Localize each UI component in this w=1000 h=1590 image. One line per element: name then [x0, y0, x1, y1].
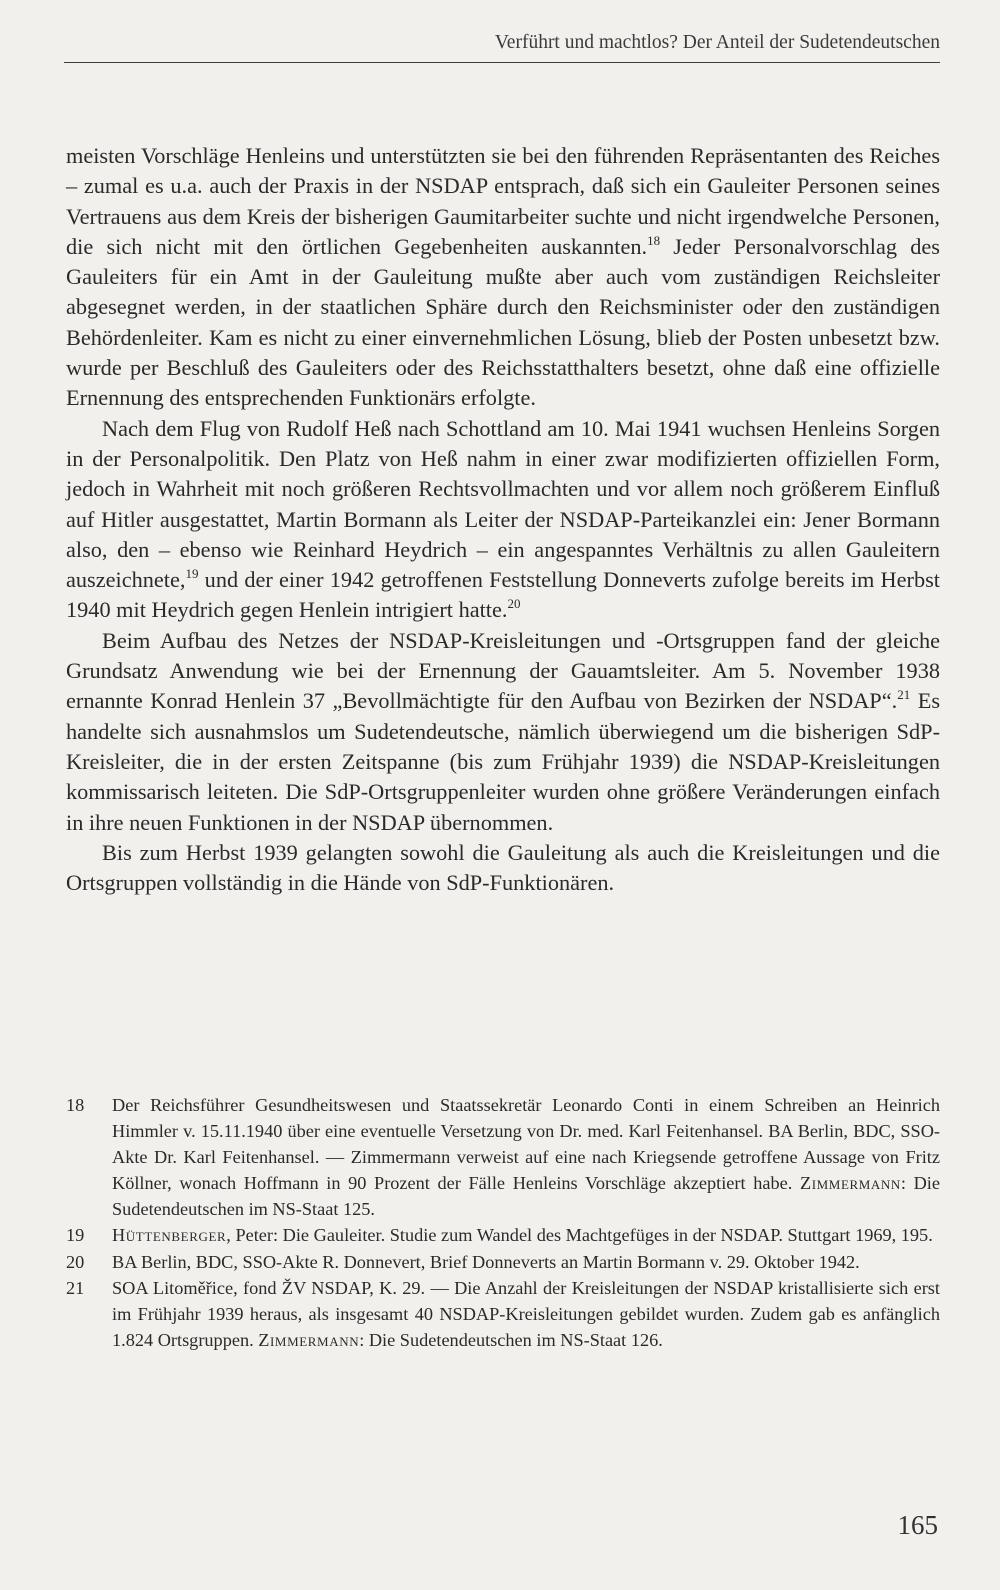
footnote-body: : Die Sudetendeutschen im NS-Staat 125. — [112, 1173, 941, 1220]
footnote-author: Hüttenberger — [112, 1225, 227, 1246]
paragraph-text: Nach dem Flug von Rudolf Heß nach Schottland am 10. Mai 1941 wuchsen Henleins Sorgen in der Personalpolitik. Den Platz von Heß nahm in einer zwar modifizierten offiziellen Form, jedoch in Wahrheit mit noch größeren Rechtsvollmachten und vor allem noch größerem Einfluß auf Hitler ausgestattet, Martin Bormann als Leiter der NSDAP-Parteikanzlei ein: Jener Bormann also, den – ebenso wie Reinhard Heydrich – ein angespanntes Verhältnis zu allen Gauleitern auszeichnete, — [66, 415, 940, 593]
footnote-ref-20[interactable]: 20 — [507, 596, 521, 612]
header-rule — [64, 62, 940, 63]
footnote-body: , Peter: Die Gauleiter. Studie zum Wandel des Machtgefüges in der NSDAP. Stuttgart 1969, 195. — [226, 1225, 933, 1246]
footnote-text — [112, 1092, 940, 1222]
main-text — [66, 141, 940, 898]
footnote-number: 18 — [66, 1095, 85, 1115]
footnote-ref-21[interactable]: 21 — [897, 687, 911, 703]
paragraph-text: Jeder Personalvorschlag des Gauleiters für ein Amt in der Gauleitung mußte aber auch vom zuständigen Reichsleiter abgesegnet werden, in der staatlichen Sphäre durch den Reichsminister oder den zuständigen Behördenleiter. Kam es nicht zu einer einvernehmlichen Lösung, blieb der Posten unbesetzt bzw. wurde per Beschluß des Gauleiters oder des Reichsstatthalters besetzt, ohne daß eine offizielle Ernennung des entsprechenden Funktionärs erfolgte. — [66, 233, 940, 411]
footnote-body: BA Berlin, BDC, SSO-Akte R. Donnevert, Brief Donneverts an Martin Bormann v. 29. Oktober 1942. — [112, 1251, 860, 1272]
footnote-number: 20 — [66, 1251, 85, 1272]
footnote-author: Zimmermann — [258, 1329, 360, 1350]
footnote-ref-19[interactable]: 19 — [185, 566, 199, 582]
footnote-20 — [66, 1249, 940, 1275]
footnote-18 — [66, 1092, 940, 1222]
footnote-body: SOA Litoměřice, fond ŽV NSDAP, K. 29. — Die Anzahl der Kreisleitungen der NSDAP kristallisierte sich erst im Frühjahr 1939 heraus, als insgesamt 40 NSDAP-Kreisleitungen gebildet wurden. Zudem gab es anfänglich 1.824 Ortsgruppen. — [112, 1277, 940, 1350]
paragraph-1 — [66, 141, 940, 414]
paragraph-text: Bis zum Herbst 1939 gelangten sowohl die Gauleitung als auch die Kreisleitungen und die Ortsgruppen vollständig in die Hände von SdP-Funktionären. — [66, 839, 940, 896]
paragraph-text: Beim Aufbau des Netzes der NSDAP-Kreisleitungen und -Ortsgruppen fand der gleiche Grundsatz Anwendung wie bei der Ernennung der Gauamtsleiter. Am 5. November 1938 ernannte Konrad Henlein 37 „Bevollmächtigte für den Aufbau von Bezirken der NSDAP“. — [66, 627, 940, 714]
paragraph-4 — [66, 838, 940, 899]
paragraph-text: und der einer 1942 getroffenen Feststellung Donneverts zufolge bereits im Herbst 1940 mit Heydrich gegen Henlein intrigiert hatte. — [66, 567, 940, 623]
paragraph-text: Es handelte sich ausnahmslos um Sudetendeutsche, nämlich überwiegend um die bisherigen SdP-Kreisleiter, die in der ersten Zeitspanne (bis zum Frühjahr 1939) die NSDAP-Kreisleitungen kommissarisch leiteten. Die SdP-Ortsgruppenleiter wurden ohne größere Veränderungen einfach in ihre neuen Funktionen in der NSDAP übernommen. — [66, 688, 940, 835]
paragraph-text: meisten Vorschläge Henleins und unterstützten sie bei den führenden Repräsentanten des Reiches – zumal es u.a. auch der Praxis in der NSDAP entsprach, daß sich ein Gauleiter Personen seines Vertrauens aus dem Kreis der bisherigen Gaumitarbeiter suchte und nicht irgendwelche Personen, die sich nicht mit den örtlichen Gegebenheiten auskannten. — [66, 143, 940, 259]
footnote-text — [112, 1222, 940, 1248]
footnote-body: Der Reichsführer Gesundheitswesen und Staatssekretär Leonardo Conti in einem Schreiben an Heinrich Himmler v. 15.11.1940 über eine eventuelle Versetzung von Dr. med. Karl Feitenhansel. BA Berlin, BDC, SSO-Akte Dr. Karl Feitenhansel. — Zimmermann verweist auf eine nach Kriegsende getroffene Aussage von Fritz Köllner, wonach Hoffmann in 90 Prozent der Fälle Henleins Vorschläge akzeptiert habe. — [112, 1095, 940, 1194]
paragraph-3 — [66, 626, 940, 838]
footnote-number: 19 — [66, 1225, 85, 1246]
page-number: 165 — [897, 1510, 938, 1540]
footnote-text — [112, 1249, 940, 1275]
footnote-ref-18[interactable]: 18 — [647, 232, 661, 248]
footnote-text — [112, 1275, 940, 1353]
running-head: Verführt und machtlos? Der Anteil der Sudetendeutschen — [494, 32, 940, 53]
footnote-number: 21 — [66, 1277, 85, 1298]
footnote-21 — [66, 1275, 940, 1353]
footnote-19 — [66, 1222, 940, 1248]
footnotes — [66, 1092, 940, 1353]
footnote-body: : Die Sudetendeutschen im NS-Staat 126. — [359, 1329, 663, 1350]
footnote-author: Zimmermann — [799, 1173, 901, 1194]
paragraph-2 — [66, 414, 940, 626]
